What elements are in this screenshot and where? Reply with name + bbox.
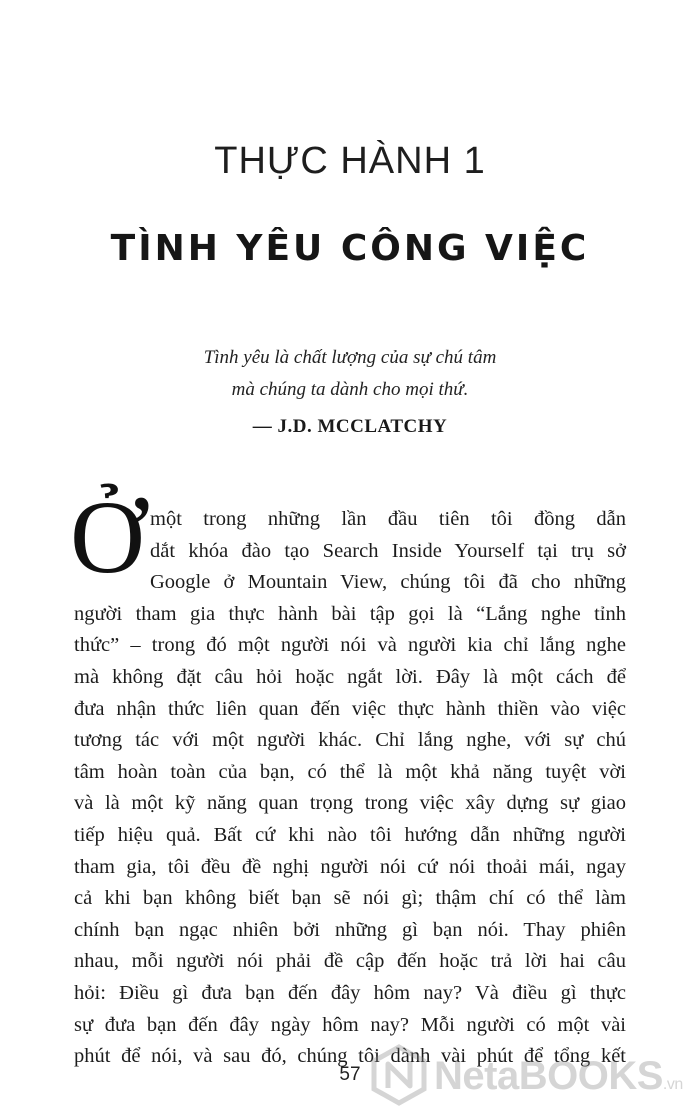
body-line: tiếp hiệu quả. Bất cứ khi nào tôi hướng dẫn những người <box>74 823 626 846</box>
body-line: chính bạn ngạc nhiên bởi những gì bạn nói. Thay phiên <box>74 918 626 941</box>
netabooks-logo-icon <box>368 1044 430 1106</box>
body-line: tham gia, tôi đều đề nghị người nói cứ nói thoải mái, ngay <box>74 855 626 878</box>
body-line: sự đưa bạn đến đây ngày hôm nay? Mỗi người có một vài <box>74 1013 626 1036</box>
body-line: tương tác với một người khác. Chỉ lắng nghe, với sự chú <box>74 729 626 752</box>
epigraph-line: Tình yêu là chất lượng của sự chú tâm <box>203 347 497 368</box>
chapter-label: THỰC HÀNH 1 <box>214 140 486 182</box>
epigraph <box>0 342 700 406</box>
drop-cap: Ở <box>70 480 146 595</box>
watermark-text: NetaBOOKS.vn <box>434 1054 683 1098</box>
page-number: 57 <box>339 1064 361 1085</box>
body-line: phút để nói, và sau đó, chúng tôi dành vài phút để tổng kết <box>74 1045 626 1068</box>
body-line: và là một kỹ năng quan trọng trong việc xây dựng sự giao <box>74 792 626 815</box>
body-line: nhau, mỗi người nói phải đề cập đến hoặc trả lời hai câu <box>74 950 626 973</box>
body-line: một trong những lần đầu tiên tôi đồng dẫn <box>150 508 626 530</box>
body-paragraph <box>74 504 626 1073</box>
body-line: hỏi: Điều gì đưa bạn đến đây hôm nay? Và điều gì thực <box>74 981 626 1004</box>
body-line: người tham gia thực hành bài tập gọi là “Lắng nghe tỉnh <box>74 602 626 625</box>
body-line: tâm hoàn toàn của bạn, có thể là một khả năng tuyệt vời <box>74 760 626 783</box>
epigraph-attribution: — J.D. MCCLATCHY <box>252 416 448 437</box>
body-line: dắt khóa đào tạo Search Inside Yourself tại trụ sở <box>150 539 626 562</box>
body-line: cả khi bạn không biết bạn sẽ nói gì; thậm chí có thể làm <box>74 887 626 910</box>
chapter-title: TÌNH YÊU CÔNG VIỆC <box>110 228 590 269</box>
watermark <box>368 1044 688 1108</box>
body-line: Google ở Mountain View, chúng tôi đã cho những <box>150 571 626 594</box>
body-line: đưa nhận thức liên quan đến việc thực hành thiền vào việc <box>74 697 626 720</box>
body-line: thức” – trong đó một người nói và người kia chỉ lắng nghe <box>74 634 626 657</box>
epigraph-line: mà chúng ta dành cho mọi thứ. <box>231 379 469 400</box>
body-line: mà không đặt câu hỏi hoặc ngắt lời. Đây là một cách để <box>74 665 626 688</box>
